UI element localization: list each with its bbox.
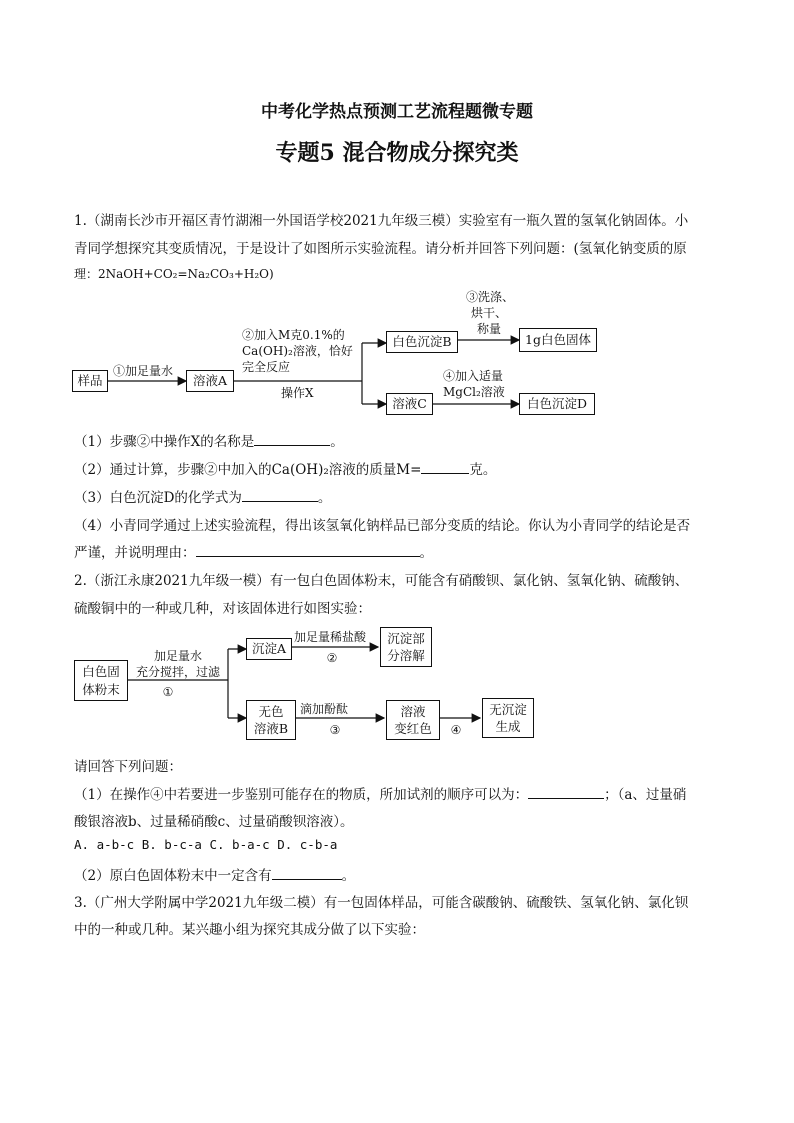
q1-step3-line3: 称量 xyxy=(476,322,501,336)
q2-red-solution-box xyxy=(386,700,440,740)
q2-white-powder-line2: 体粉末 xyxy=(82,682,120,697)
q2-sub1-text: （1）在操作④中若要进一步鉴别可能存在的物质，所加试剂的顺序可以为： xyxy=(74,787,529,803)
q1-sub3 xyxy=(74,486,331,506)
q2-red-line1: 溶液 xyxy=(400,704,426,719)
q1-sub3-period: 。 xyxy=(317,490,332,506)
q1-sample-box: 样品 xyxy=(72,370,108,392)
q2-partial-line2: 分溶解 xyxy=(387,648,425,663)
q1-step2-line1: ②加入M克0.1%的 xyxy=(242,328,345,342)
q2-step1-line2: 充分搅拌，过滤 xyxy=(135,665,220,679)
q2-step4-number: ④ xyxy=(450,723,462,737)
q1-step2-line2: Ca(OH)₂溶液，恰好 xyxy=(242,344,353,358)
q2-sub2-text: （2）原白色固体粉末中一定含有 xyxy=(74,868,272,884)
q1-sub1-period: 。 xyxy=(330,434,344,450)
q2-intro-line1: 2.（浙江永康2021九年级一模）有一包白色固体粉末，可能含有硝酸钡、氯化钠、氢氧化钠、硫酸钠、 xyxy=(74,573,689,589)
q2-step1-number: ① xyxy=(162,685,174,699)
q1-sub4-period: 。 xyxy=(419,545,433,561)
q2-step2-label: 加足量稀盐酸 xyxy=(294,630,367,644)
q1-solid-1g-box: 1g白色固体 xyxy=(519,328,597,352)
q2-red-line2: 变红色 xyxy=(394,721,432,736)
q1-sub4-line2 xyxy=(74,541,433,561)
q1-solution-c-box: 溶液C xyxy=(386,393,433,415)
q2-intro-line2: 硫酸铜中的一种或几种，对该固体进行如图实验： xyxy=(74,601,371,617)
q2-solution-b-line2: 溶液B xyxy=(253,721,289,736)
q1-step1-label: ①加足量水 xyxy=(113,364,174,378)
q2-sub1-blank[interactable] xyxy=(528,784,604,799)
q1-intro-line3: 理：2NaOH+CO₂=Na₂CO₃+H₂O) xyxy=(74,267,274,281)
q1-intro-line2: 青同学想探究其变质情况，于是设计了如图所示实验流程。请分析并回答下列问题：(氢氧化钠变质的原 xyxy=(74,241,687,257)
q1-intro-line1: 1.（湖南长沙市开福区青竹湖湘一外国语学校2021九年级三模）实验室有一瓶久置的氢氧化钠固体。小 xyxy=(74,213,689,229)
q1-sub4-line1: （4）小青同学通过上述实验流程，得出该氢氧化钠样品已部分变质的结论。你认为小青同学的结论是否 xyxy=(74,518,691,534)
q1-sub2 xyxy=(74,458,496,478)
q3-intro-line1: 3.（广州大学附属中学2021九年级二模）有一包固体样品，可能含碳酸钠、硫酸铁、氢氧化钠、氯化钡 xyxy=(74,895,689,911)
q1-step3-line2: 烘干、 xyxy=(470,306,507,320)
q2-precipitate-a-box: 沉淀A xyxy=(246,638,292,660)
q2-step3-number: ③ xyxy=(329,723,341,737)
q2-step3-label: 滴加酚酞 xyxy=(300,702,349,716)
q2-no-precipitate-box xyxy=(482,698,534,738)
q1-sub4-blank[interactable] xyxy=(196,542,420,557)
q1-sub2-text: （2）通过计算，步骤②中加入的Ca(OH)₂溶液的质量M= xyxy=(74,462,422,478)
q2-sub2 xyxy=(74,864,355,884)
q2-no-ppt-line1: 无沉淀 xyxy=(489,702,527,717)
q1-step4-line1: ④加入适量 xyxy=(443,369,504,383)
q2-partial-dissolve-box xyxy=(380,627,432,667)
q1-sub2-unit: 克。 xyxy=(469,462,497,478)
q1-precipitate-b-box: 白色沉淀B xyxy=(386,331,458,353)
q2-sub1-line2: 酸银溶液b、过量稀硝酸c、过量硝酸钡溶液）。 xyxy=(74,814,354,830)
q2-partial-line1: 沉淀部 xyxy=(387,631,425,646)
document-title: 中考化学热点预测工艺流程题微专题 xyxy=(261,102,533,122)
q1-operation-x-label: 操作X xyxy=(281,386,314,400)
document-subtitle: 专题5 混合物成分探究类 xyxy=(275,140,519,166)
q1-sub2-blank[interactable] xyxy=(421,459,469,474)
q1-sub1 xyxy=(74,430,344,450)
q1-precipitate-d-box: 白色沉淀D xyxy=(519,393,595,415)
q2-step2-number: ② xyxy=(326,651,338,665)
q1-sub4-text: 严谨，并说明理由： xyxy=(74,545,196,561)
q2-solution-b-box xyxy=(246,700,296,740)
q1-sub3-blank[interactable] xyxy=(242,487,318,502)
q2-white-powder-line1: 白色固 xyxy=(82,664,120,679)
q1-step3-line1: ③洗涤、 xyxy=(466,290,515,304)
q2-solution-b-line1: 无色 xyxy=(258,704,284,719)
q1-sub1-blank[interactable] xyxy=(254,431,330,446)
q1-sub3-text: （3）白色沉淀D的化学式为 xyxy=(74,490,242,506)
q2-step1-line1: 加足量水 xyxy=(153,649,202,663)
q2-no-ppt-line2: 生成 xyxy=(495,719,521,734)
q1-sub1-text: （1）步骤②中操作X的名称是 xyxy=(74,434,255,450)
q2-sub1-line1 xyxy=(74,783,686,803)
q2-sub2-blank[interactable] xyxy=(272,865,342,880)
q2-sub1-tail: ；（a、过量硝 xyxy=(604,787,687,803)
q2-white-powder-box xyxy=(74,660,128,701)
q2-prompt: 请回答下列问题： xyxy=(74,759,182,775)
q1-solution-a-box: 溶液A xyxy=(186,370,234,392)
q1-step2-line3: 完全反应 xyxy=(242,360,291,374)
q2-sub2-period: 。 xyxy=(341,868,356,884)
q1-step4-line2: MgCl₂溶液 xyxy=(443,385,505,399)
q3-intro-line2: 中的一种或几种。某兴趣小组为探究其成分做了以下实验： xyxy=(74,922,425,938)
q2-options: A. a-b-c B. b-c-a C. b-a-c D. c-b-a xyxy=(74,837,338,852)
